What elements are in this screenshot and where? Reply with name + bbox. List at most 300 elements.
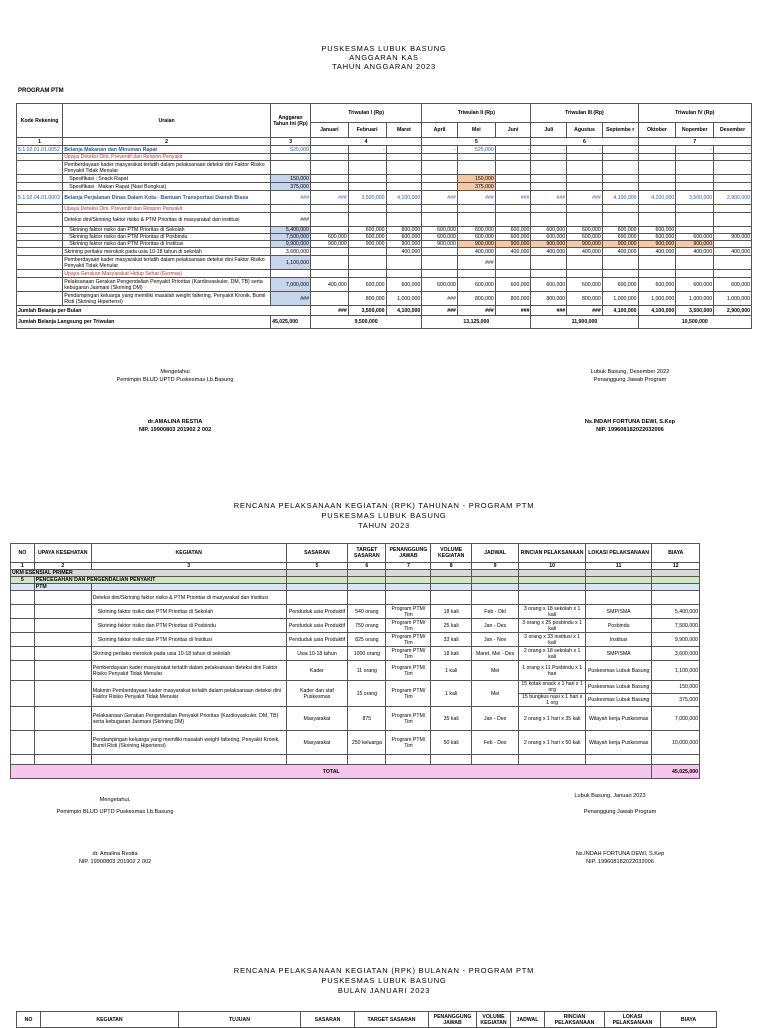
- empty-cell: [585, 755, 652, 765]
- month-value: [386, 205, 422, 213]
- empty-cell: [519, 570, 586, 577]
- month-value: [567, 213, 603, 227]
- empty-cell: [431, 570, 471, 577]
- sasaran: Penduduk usia Produktif: [286, 633, 348, 647]
- month-value: 4,100,000: [638, 191, 676, 205]
- month-value: 600,000: [348, 278, 386, 292]
- month-value: [310, 292, 348, 306]
- month-value: 400,000: [457, 248, 495, 256]
- month-value: 600,000: [348, 234, 386, 241]
- month-value: [386, 270, 422, 278]
- month-value: [531, 256, 567, 270]
- rpk-row: [11, 633, 700, 647]
- month-value: [714, 256, 752, 270]
- month-value: [531, 205, 567, 213]
- kegiatan: Pelaksanaan Gerakan Pengendalian Penyakit Prioritas (Kardiovaskuler, DM, TB) serta kebugaran Jasmani (Skrining DM): [91, 707, 286, 731]
- empty-cell: [11, 591, 35, 605]
- section2-title-1: RENCANA PELAKSANAAN KEGIATAN (RPK) TAHUNAN - PROGRAM PTM: [233, 501, 535, 510]
- month-value: [714, 183, 752, 191]
- kode-rekening: [17, 234, 63, 241]
- month-value: -: [567, 146, 603, 154]
- month-value: 900,000: [676, 241, 714, 248]
- rpk-row: [11, 707, 700, 731]
- month-value: [602, 205, 638, 213]
- section2-sig-right-nip: NIP. 199608182022032006: [586, 859, 654, 865]
- kode-rekening: [17, 256, 63, 270]
- sasaran: Kader dan staf Puskesmas: [286, 681, 348, 707]
- jumlah-bulan-row: [17, 306, 752, 316]
- month-value: [310, 205, 348, 213]
- header-month: Juni: [495, 123, 531, 138]
- volume-kegiatan: [431, 591, 471, 605]
- month-value: 600,000: [602, 227, 638, 234]
- section2-sig-right-name: Ns.INDAH FORTUNA DEWI, S.Kep: [575, 851, 665, 857]
- month-value: [495, 213, 531, 227]
- month-value: [531, 175, 567, 183]
- empty-cell: [286, 570, 348, 577]
- rincian: 1 orang x 11 Posbindu x 1 hari: [519, 661, 586, 681]
- volume-kegiatan: 50 kali: [431, 731, 471, 755]
- section2-sig-right-1: Lubuk Basung, Januari 2023: [574, 793, 646, 799]
- rincian: 3 orang x 25 posbindu x 1 kali: [519, 619, 586, 633]
- month-value: -: [676, 146, 714, 154]
- month-value: 1,000,000: [386, 292, 422, 306]
- month-value: 900,000: [567, 241, 603, 248]
- header-anggaran: Anggaran Tahun Ini (Rp): [271, 104, 311, 138]
- month-value: ###: [531, 191, 567, 205]
- jadwal: Jan - Nov: [471, 633, 519, 647]
- empty-cell: [34, 681, 91, 707]
- anggaran-value: 7,500,000: [271, 234, 311, 241]
- header-cell: LOKASI PELAKSANAAN: [585, 544, 652, 563]
- month-value: [348, 175, 386, 183]
- month-value: [714, 175, 752, 183]
- budget-row: [17, 234, 752, 241]
- kode-rekening: [17, 292, 63, 306]
- empty-cell: [348, 755, 386, 765]
- month-value: [567, 175, 603, 183]
- kegiatan: Skrining faktor risiko dan PTM Prioritas di Posbindu: [91, 619, 286, 633]
- rincian: 15 kotak snack x 1 hari x 1 org: [519, 681, 586, 694]
- uraian: Upaya Gerakan Masyarakat Hidup Sehat (Germas): [63, 270, 271, 278]
- section2-sig-right-2: Penanggung Jawab Program: [583, 809, 657, 815]
- month-value: [422, 161, 458, 175]
- month-value: [386, 256, 422, 270]
- empty-cell: [348, 584, 386, 591]
- section1-sig-right-nip: NIP. 199608182022032006: [596, 427, 664, 433]
- month-value: [348, 154, 386, 161]
- month-value: [386, 183, 422, 191]
- anggaran-value: [271, 270, 311, 278]
- lokasi: Puskesmas Lubuk Basung: [585, 681, 652, 694]
- month-value: 900,000: [422, 241, 458, 248]
- month-value: 600,000: [457, 227, 495, 234]
- month-value: [676, 256, 714, 270]
- month-value: [567, 183, 603, 191]
- month-value: [602, 183, 638, 191]
- jumlah-bulan-value: ###: [531, 306, 567, 316]
- month-value: [348, 161, 386, 175]
- month-value: -: [422, 146, 458, 154]
- section1-title-2: ANGGARAN KAS: [349, 53, 419, 62]
- month-value: [348, 270, 386, 278]
- lokasi: Puskesmas Lubuk Basung: [585, 694, 652, 707]
- header-cell: RINCIAN PELAKSANAAN: [545, 1012, 605, 1028]
- month-value: [422, 248, 458, 256]
- month-value: 900,000: [602, 241, 638, 248]
- empty-cell: [471, 584, 519, 591]
- month-value: 600,000: [638, 234, 676, 241]
- month-value: 600,000: [638, 278, 676, 292]
- anggaran-value: ###: [271, 292, 311, 306]
- empty-cell: [34, 731, 91, 755]
- header-cell: PENANGGUNG JAWAB: [386, 544, 431, 563]
- month-value: [638, 256, 676, 270]
- month-value: [602, 175, 638, 183]
- month-value: 3,500,000: [676, 191, 714, 205]
- month-value: 900,000: [386, 241, 422, 248]
- month-value: 400,000: [567, 248, 603, 256]
- header-kode: Kode Rekening: [17, 104, 63, 138]
- month-value: 600,000: [348, 227, 386, 234]
- uraian: Spesifikasi : Makan Rapat (Nasi Bungkus): [63, 183, 271, 191]
- rincian: 2 orang x 18 sekolah x 1 kali: [519, 647, 586, 661]
- empty-cell: [585, 584, 652, 591]
- rincian: 2 orang x 1 hari x 50 kali: [519, 731, 586, 755]
- header-cell: VOLUME KEGIATAN: [477, 1012, 511, 1028]
- lokasi: Institusi: [585, 633, 652, 647]
- biaya: 375,000: [652, 694, 700, 707]
- empty-cell: [286, 584, 348, 591]
- jadwal: Jan - Des: [471, 619, 519, 633]
- penanggung-jawab: Program PTM/ Tim: [386, 661, 431, 681]
- rpk-bulanan-table: [16, 1011, 717, 1028]
- section3-title-3: BULAN JANUARI 2023: [337, 986, 431, 995]
- month-value: [714, 270, 752, 278]
- lokasi: Puskesmas Lubuk Basung: [585, 661, 652, 681]
- header-cell: NO: [17, 1012, 41, 1028]
- anggaran-value: 150,000: [271, 175, 311, 183]
- sasaran: [286, 591, 348, 605]
- budget-row: [17, 175, 752, 183]
- empty-cell: [652, 755, 700, 765]
- kegiatan: Skrining faktor risiko dan PTM Prioritas di Institusi: [91, 633, 286, 647]
- month-value: 600,000: [531, 234, 567, 241]
- empty-cell: [34, 633, 91, 647]
- header-col-number: 12: [652, 563, 700, 570]
- section1-sig-right-name: Ns.INDAH FORTUNA DEWI, S.Kep: [584, 419, 676, 425]
- jumlah-triwulan-label: Jumlah Belanja Langsung per Triwulan: [17, 316, 271, 329]
- month-value: [310, 256, 348, 270]
- header-col-number: 1: [11, 563, 35, 570]
- header-month: April: [422, 123, 458, 138]
- penanggung-jawab: Program PTM/ Tim: [386, 619, 431, 633]
- empty-cell: [585, 577, 652, 584]
- month-value: [422, 205, 458, 213]
- month-value: [567, 256, 603, 270]
- budget-row: [17, 161, 752, 175]
- header-month: Nopember: [676, 123, 714, 138]
- penanggung-jawab: [386, 591, 431, 605]
- rpk-row: [11, 731, 700, 755]
- month-value: [310, 248, 348, 256]
- month-value: [348, 256, 386, 270]
- month-value: [310, 183, 348, 191]
- header-triwulan-3: Triwulan III (Rp): [531, 104, 638, 123]
- kode-rekening: [17, 154, 63, 161]
- section2-title-2: PUSKESMAS LUBUK BASUNG: [321, 511, 447, 520]
- month-value: [422, 175, 458, 183]
- empty-cell: [34, 619, 91, 633]
- empty-cell: [11, 633, 35, 647]
- month-value: ###: [422, 292, 458, 306]
- jumlah-bulan-value: 2,900,000: [714, 306, 752, 316]
- section1-title-3: TAHUN ANGGARAN 2023: [332, 62, 436, 71]
- section1-sig-left-1: Mengetahui: [160, 369, 190, 375]
- rpk-row: [11, 619, 700, 633]
- month-value: [310, 161, 348, 175]
- anggaran-value: 1,100,000: [271, 256, 311, 270]
- month-value: [457, 205, 495, 213]
- month-value: 600,000: [567, 227, 603, 234]
- jadwal: [471, 591, 519, 605]
- jumlah-bulan-label: Jumlah Belanja per Bulan: [17, 306, 311, 316]
- pencegahan-label: PENCEGAHAN DAN PENGENDALIAN PENYAKIT: [34, 577, 286, 584]
- month-value: ###: [422, 191, 458, 205]
- uraian: Spesifikasi : Snack Rapat: [63, 175, 271, 183]
- month-value: [638, 161, 676, 175]
- header-col-number: 7: [386, 563, 431, 570]
- rpk-tahunan-table: [10, 543, 700, 779]
- empty-cell: [11, 681, 35, 707]
- month-value: 600,000: [567, 234, 603, 241]
- header-cell: NO: [11, 544, 35, 563]
- empty-cell: [286, 755, 348, 765]
- month-value: [676, 227, 714, 234]
- target-sasaran: 875: [348, 707, 386, 731]
- month-value: 600,000: [386, 278, 422, 292]
- anggaran-value: 5,400,000: [271, 227, 311, 234]
- budget-row: [17, 241, 752, 248]
- month-value: [422, 256, 458, 270]
- biaya: 150,000: [652, 681, 700, 694]
- lokasi: Wilayah kerja Puskesmas: [585, 707, 652, 731]
- target-sasaran: 750 orang: [348, 619, 386, 633]
- month-value: [531, 183, 567, 191]
- header-col-number: 5: [422, 138, 531, 146]
- month-value: 525,000: [457, 146, 495, 154]
- sasaran: Masyarakat: [286, 707, 348, 731]
- month-value: [310, 213, 348, 227]
- month-value: 600,000: [310, 234, 348, 241]
- month-value: [714, 205, 752, 213]
- month-value: [386, 175, 422, 183]
- rpk-row: [11, 661, 700, 681]
- empty-cell: [386, 755, 431, 765]
- month-value: 1,000,000: [676, 292, 714, 306]
- ukm-label: UKM ESENSIAL PRIMER: [11, 570, 287, 577]
- jumlah-bulan-value: 3,500,000: [348, 306, 386, 316]
- header-month: Januari: [310, 123, 348, 138]
- month-value: -: [531, 146, 567, 154]
- target-sasaran: 15 orang: [348, 681, 386, 707]
- uraian: Upaya Deteksi Dini, Preventif dan Respon Penyakit: [63, 154, 271, 161]
- jumlah-triwulan-value: 13,125,000: [422, 316, 531, 329]
- anggaran-value: 7,000,000: [271, 278, 311, 292]
- jadwal: Feb - Okt: [471, 605, 519, 619]
- anggaran-kas-table: [16, 103, 752, 329]
- empty-cell: [519, 584, 586, 591]
- kode-rekening: [17, 227, 63, 234]
- uraian: Skrining perilaku merokok pada usia 10-18 tahun di sekolah: [63, 248, 271, 256]
- jadwal: Jan - Des: [471, 707, 519, 731]
- rincian: 3 orang x 33 institusi x 1 kali: [519, 633, 586, 647]
- header-month: Agustus: [567, 123, 603, 138]
- month-value: [714, 154, 752, 161]
- header-month: Septembe r: [602, 123, 638, 138]
- pencegahan-row: [11, 577, 700, 584]
- section1-sig-left-name: dr.AMALINA RESTIA: [147, 419, 203, 425]
- month-value: [676, 154, 714, 161]
- month-value: 900,000: [457, 241, 495, 248]
- anggaran-value: ###: [271, 191, 311, 205]
- header-cell: JADWAL: [471, 544, 519, 563]
- empty-cell: [386, 570, 431, 577]
- month-value: -: [638, 146, 676, 154]
- month-value: 400,000: [531, 248, 567, 256]
- header-col-number: 3: [271, 138, 311, 146]
- section3-title-1: RENCANA PELAKSANAAN KEGIATAN (RPK) BULANAN - PROGRAM PTM: [233, 966, 535, 975]
- target-sasaran: 1000 orang: [348, 647, 386, 661]
- month-value: 400,000: [495, 248, 531, 256]
- month-value: [638, 270, 676, 278]
- uraian: Belanja Perjalanan Dinas Dalam Kota - Bantuan Transportasi Daerah Biasa: [63, 191, 271, 205]
- kegiatan: Pendampingan keluarga yang memiliki masalah weight faltering, Penyakit Kronik, Bumil Risti (Skrining Hipertensi): [91, 731, 286, 755]
- header-col-number: 10: [519, 563, 586, 570]
- header-cell: VOLUME KEGIATAN: [431, 544, 471, 563]
- empty-cell: [34, 661, 91, 681]
- jumlah-bulan-value: ###: [422, 306, 458, 316]
- header-cell: KEGIATAN: [41, 1012, 179, 1028]
- empty-cell: [519, 577, 586, 584]
- month-value: 600,000: [386, 227, 422, 234]
- month-value: 900,000: [638, 241, 676, 248]
- month-value: [567, 154, 603, 161]
- month-value: [602, 270, 638, 278]
- sasaran: Penduduk usia Produktif: [286, 619, 348, 633]
- month-value: 2,900,000: [714, 191, 752, 205]
- header-col-number: 7: [638, 138, 752, 146]
- jadwal: Maret, Mei - Des: [471, 647, 519, 661]
- month-value: [495, 205, 531, 213]
- empty-cell: [652, 570, 700, 577]
- kode-rekening: [17, 183, 63, 191]
- month-value: 600,000: [495, 234, 531, 241]
- header-col-number: 2: [34, 563, 91, 570]
- month-value: [457, 154, 495, 161]
- kode-rekening: [17, 175, 63, 183]
- rincian: 2 orang x 1 hari x 35 kali: [519, 707, 586, 731]
- program-label: PROGRAM PTM: [18, 88, 64, 94]
- budget-row: [17, 292, 752, 306]
- month-value: 400,000: [714, 248, 752, 256]
- month-value: 900,000: [310, 241, 348, 248]
- month-value: [386, 154, 422, 161]
- month-value: [602, 154, 638, 161]
- empty-cell: [431, 584, 471, 591]
- empty-cell: [471, 755, 519, 765]
- uraian: Pelaksanaan Gerakan Pengendalian Penyakit Prioritas (Kardiovaskuler, DM, TB) serta kebugaran Jasmani (Skrining DM): [63, 278, 271, 292]
- rpk-row: [11, 647, 700, 661]
- jumlah-bulan-value: 4,100,000: [638, 306, 676, 316]
- header-month: Februari: [348, 123, 386, 138]
- biaya: [652, 591, 700, 605]
- header-triwulan-4: Triwulan IV (Rp): [638, 104, 752, 123]
- section3-title-2: PUSKESMAS LUBUK BASUNG: [321, 976, 447, 985]
- volume-kegiatan: 18 kali: [431, 647, 471, 661]
- month-value: 600,000: [457, 234, 495, 241]
- penanggung-jawab: Program PTM/ Tim: [386, 633, 431, 647]
- header-cell: RINCIAN PELAKSANAAN: [519, 544, 586, 563]
- empty-cell: [91, 755, 286, 765]
- biaya: 10,000,000: [652, 731, 700, 755]
- penanggung-jawab: Program PTM/ Tim: [386, 731, 431, 755]
- header-col-number: 6: [348, 563, 386, 570]
- month-value: 600,000: [495, 278, 531, 292]
- month-value: 900,000: [348, 241, 386, 248]
- empty-cell: [519, 755, 586, 765]
- ukm-row: [11, 570, 700, 577]
- uraian: Pemberdayaan kader masyarakat terlatih dalam pelaksanaan deteksi dini Faktor Risiko Penyakit Tidak Menular: [63, 256, 271, 270]
- budget-row: [17, 248, 752, 256]
- empty-cell: [34, 707, 91, 731]
- header-month: Maret: [386, 123, 422, 138]
- budget-row: [17, 183, 752, 191]
- anggaran-value: [271, 154, 311, 161]
- header-uraian: Uraian: [63, 104, 271, 138]
- budget-row: [17, 146, 752, 154]
- sasaran: Usia 10-18 tahun: [286, 647, 348, 661]
- header-cell: PENANGGUNG JAWAB: [429, 1012, 477, 1028]
- jumlah-bulan-value: 4,100,000: [602, 306, 638, 316]
- month-value: [457, 161, 495, 175]
- volume-kegiatan: 1 kali: [431, 661, 471, 681]
- total-row: [11, 765, 700, 779]
- month-value: 600,000: [567, 278, 603, 292]
- month-value: [638, 154, 676, 161]
- anggaran-value: ###: [271, 213, 311, 227]
- anggaran-value: 9,900,000: [271, 241, 311, 248]
- kegiatan: Skrining perilaku merokok pada usia 10-18 tahun di sekolah: [91, 647, 286, 661]
- month-value: [676, 205, 714, 213]
- month-value: 600,000: [602, 234, 638, 241]
- jumlah-bulan-value: ###: [310, 306, 348, 316]
- empty-cell: [34, 755, 91, 765]
- kode-rekening: [17, 241, 63, 248]
- budget-row: [17, 213, 752, 227]
- volume-kegiatan: 33 kali: [431, 633, 471, 647]
- header-col-number: 4: [310, 138, 421, 146]
- month-value: 600,000: [386, 234, 422, 241]
- month-value: 600,000: [422, 278, 458, 292]
- month-value: -: [714, 146, 752, 154]
- month-value: -: [602, 146, 638, 154]
- biaya: 1,100,000: [652, 661, 700, 681]
- target-sasaran: 11 orang: [348, 661, 386, 681]
- month-value: 600,000: [422, 227, 458, 234]
- header-cell: BIAYA: [661, 1012, 717, 1028]
- month-value: 800,000: [567, 292, 603, 306]
